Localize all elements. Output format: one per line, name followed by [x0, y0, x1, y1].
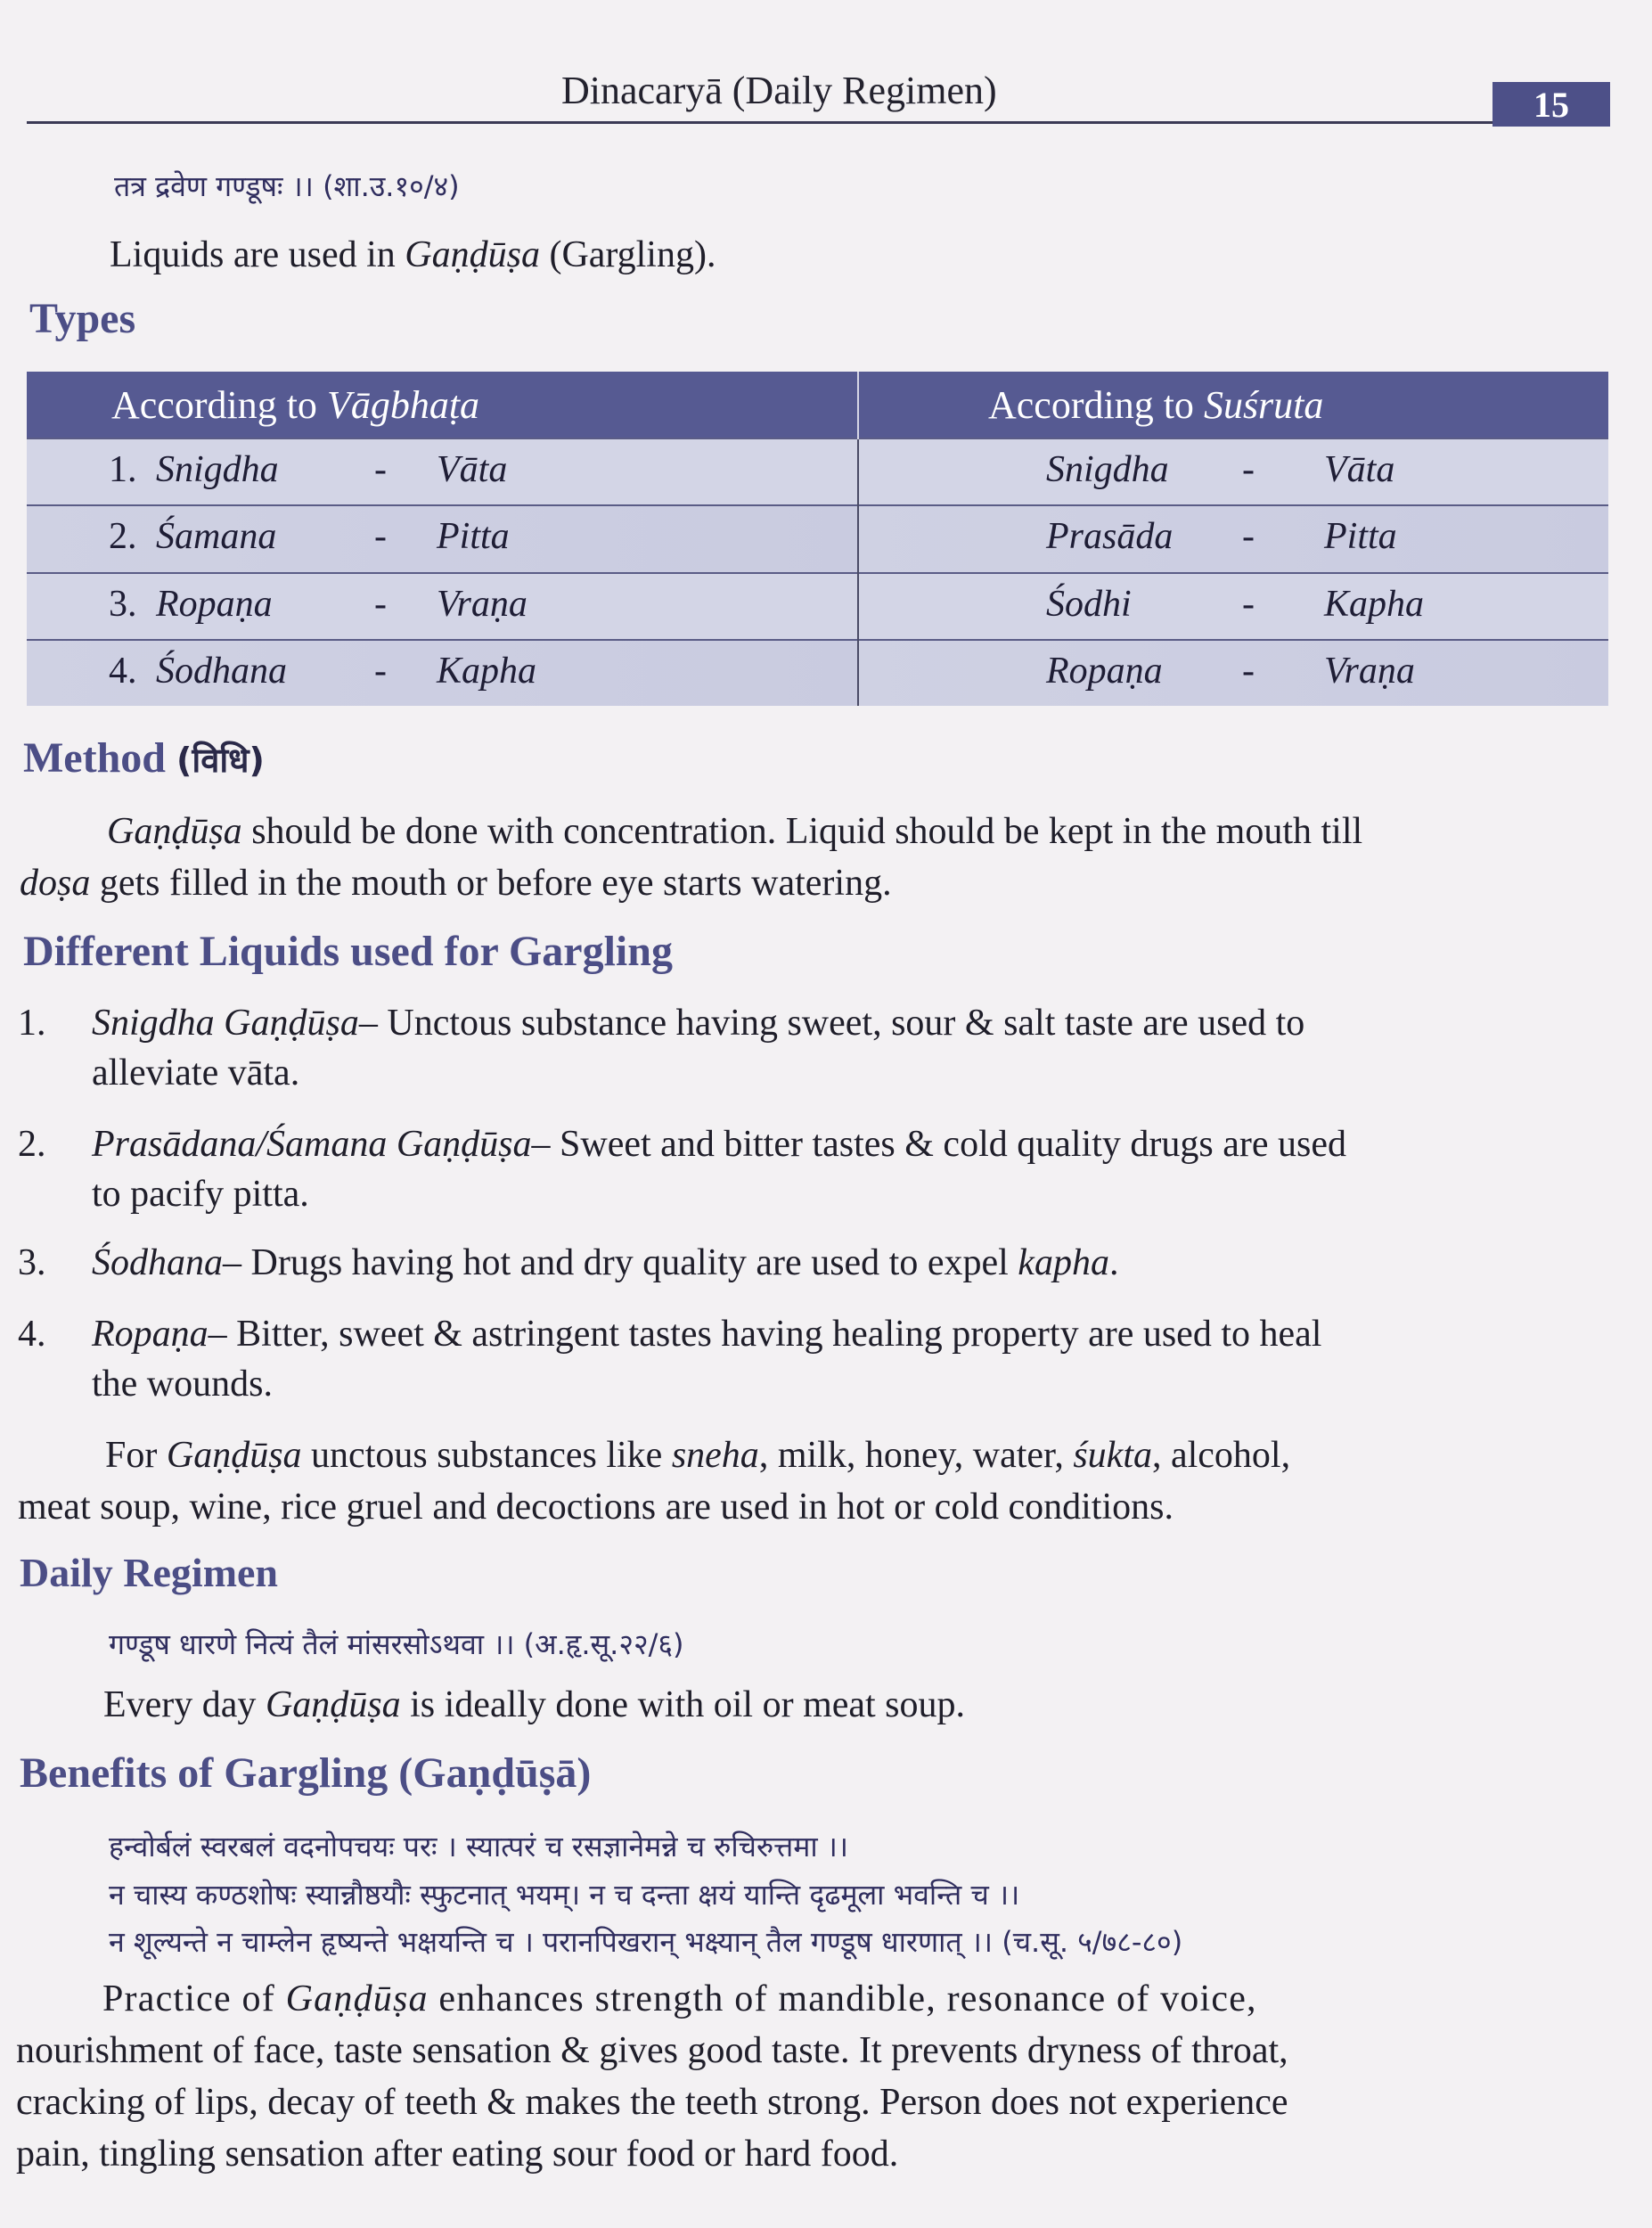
type-dosha: Pitta: [437, 516, 510, 558]
type-name: Śodhana: [156, 650, 287, 692]
list-item-number: 2.: [18, 1124, 46, 1165]
list-item-snigdha: Snigdha Gaṇḍūṣa– Unctous substance having sweet, sour & salt taste are used to alleviate vāta.: [92, 1003, 1305, 1094]
types-heading: Types: [29, 295, 136, 342]
type-dosha: Vraṇa: [437, 583, 527, 625]
susruta-cell: [858, 505, 1608, 572]
benefits-paragraph-line1: Practice of Gaṇḍūṣa enhances strength of mandible, resonance of voice,: [102, 1978, 1257, 2019]
list-item-ropana: Ropaṇa– Bitter, sweet & astringent tastes having healing property are used to heal the wounds.: [92, 1314, 1322, 1405]
benefits-sanskrit-line1: हन्वोर्बलं स्वरबलं वदनोपचयः परः । स्यात्परं च रसज्ञानेमन्ने च रुचिरुत्तमा ।।: [109, 1830, 849, 1863]
type-dash: -: [374, 516, 387, 558]
daily-regimen-heading: Daily Regimen: [20, 1550, 279, 1595]
types-table-row: [27, 573, 1608, 640]
page-number: 15: [1493, 82, 1610, 127]
type-name: Śamana: [156, 516, 277, 558]
type-name: Ropaṇa: [156, 583, 273, 625]
type-dosha: Kapha: [1324, 583, 1425, 625]
type-name: Snigdha: [1046, 449, 1169, 491]
method-text-line2: doṣa gets filled in the mouth or before eye starts watering.: [20, 863, 892, 904]
type-number: 2.: [109, 516, 137, 558]
daily-translation: Every day Gaṇḍūṣa is ideally done with oil or meat soup.: [103, 1684, 966, 1725]
liquids-paragraph-line1: For Gaṇḍūṣa unctous substances like sneha, milk, honey, water, śukta, alcohol,: [105, 1435, 1291, 1476]
type-number: 4.: [109, 650, 137, 692]
header-rule: [27, 121, 1493, 124]
method-heading: Method (विधि): [23, 734, 265, 782]
benefits-sanskrit-line2: न चास्य कण्ठशोषः स्यान्नौष्ठयौः स्फुटनात् भयम्। न च दन्ता क्षयं यान्ति दृढमूला भवन्ति च ।।: [109, 1878, 1020, 1912]
type-number: 3.: [109, 583, 137, 625]
type-dosha: Vāta: [1324, 449, 1395, 491]
type-dosha: Vāta: [437, 449, 508, 491]
benefits-heading: Benefits of Gargling (Gaṇḍūṣā): [20, 1749, 592, 1797]
col-header-vagbhata: According to Vāgbhaṭa: [27, 372, 858, 438]
types-table: [27, 372, 1608, 706]
type-name: Ropaṇa: [1046, 650, 1163, 692]
list-item-sodhana: Śodhana– Drugs having hot and dry quality are used to expel kapha.: [92, 1242, 1119, 1283]
type-dosha: Kapha: [437, 650, 537, 692]
type-name: Prasāda: [1046, 516, 1174, 558]
list-item-number: 3.: [18, 1242, 46, 1283]
vagbhata-cell: [27, 640, 858, 706]
benefits-paragraph-line3: cracking of lips, decay of teeth & makes the teeth strong. Person does not experience: [16, 2082, 1288, 2123]
types-table-row: [27, 640, 1608, 706]
type-dash: -: [374, 650, 387, 692]
daily-sanskrit-verse: गण्डूष धारणे नित्यं तैलं मांसरसोऽथवा ।। (अ.हृ.सू.२२/६): [109, 1627, 684, 1661]
intro-sanskrit-verse: तत्र द्रवेण गण्डूषः ।। (शा.उ.१०/४): [114, 169, 460, 203]
col-header-susruta: According to Suśruta: [858, 372, 1608, 438]
types-table-row: [27, 438, 1608, 505]
type-dash: -: [1242, 650, 1255, 692]
list-item-number: 1.: [18, 1003, 46, 1044]
type-number: 1.: [109, 449, 137, 491]
types-table-row: [27, 505, 1608, 572]
benefits-paragraph-line4: pain, tingling sensation after eating sour food or hard food.: [16, 2134, 899, 2175]
benefits-sanskrit-line3: न शूल्यन्ते न चाम्लेन हृष्यन्ते भक्षयन्ति च । परानपिखरान् भक्ष्यान् तैल गण्डूष धारणात् ।। (च.सू. ५/७८-८०): [109, 1925, 1183, 1959]
type-name: Snigdha: [156, 449, 279, 491]
type-dosha: Pitta: [1324, 516, 1397, 558]
susruta-cell: [858, 438, 1608, 505]
types-table-header-row: [27, 372, 1608, 438]
type-dash: -: [1242, 583, 1255, 625]
type-dash: -: [1242, 449, 1255, 491]
susruta-cell: [858, 573, 1608, 640]
vagbhata-cell: [27, 438, 858, 505]
susruta-cell: [858, 640, 1608, 706]
vagbhata-cell: [27, 505, 858, 572]
liquids-paragraph-line2: meat soup, wine, rice gruel and decoctions are used in hot or cold conditions.: [18, 1487, 1174, 1528]
vagbhata-cell: [27, 573, 858, 640]
running-title: Dinacaryā (Daily Regimen): [561, 69, 997, 112]
intro-translation: Liquids are used in Gaṇḍūṣa (Gargling).: [110, 234, 716, 275]
list-item-number: 4.: [18, 1314, 46, 1355]
type-name: Śodhi: [1046, 583, 1132, 625]
liquids-heading: Different Liquids used for Gargling: [23, 928, 673, 975]
type-dash: -: [374, 449, 387, 491]
benefits-paragraph-line2: nourishment of face, taste sensation & gives good taste. It prevents dryness of throat,: [16, 2030, 1288, 2071]
type-dash: -: [374, 583, 387, 625]
list-item-prasadana: Prasādana/Śamana Gaṇḍūṣa– Sweet and bitter tastes & cold quality drugs are used to pacify pitta.: [92, 1124, 1346, 1215]
type-dosha: Vraṇa: [1324, 650, 1415, 692]
type-dash: -: [1242, 516, 1255, 558]
method-text-line1: Gaṇḍūṣa should be done with concentration. Liquid should be kept in the mouth till: [107, 811, 1363, 852]
